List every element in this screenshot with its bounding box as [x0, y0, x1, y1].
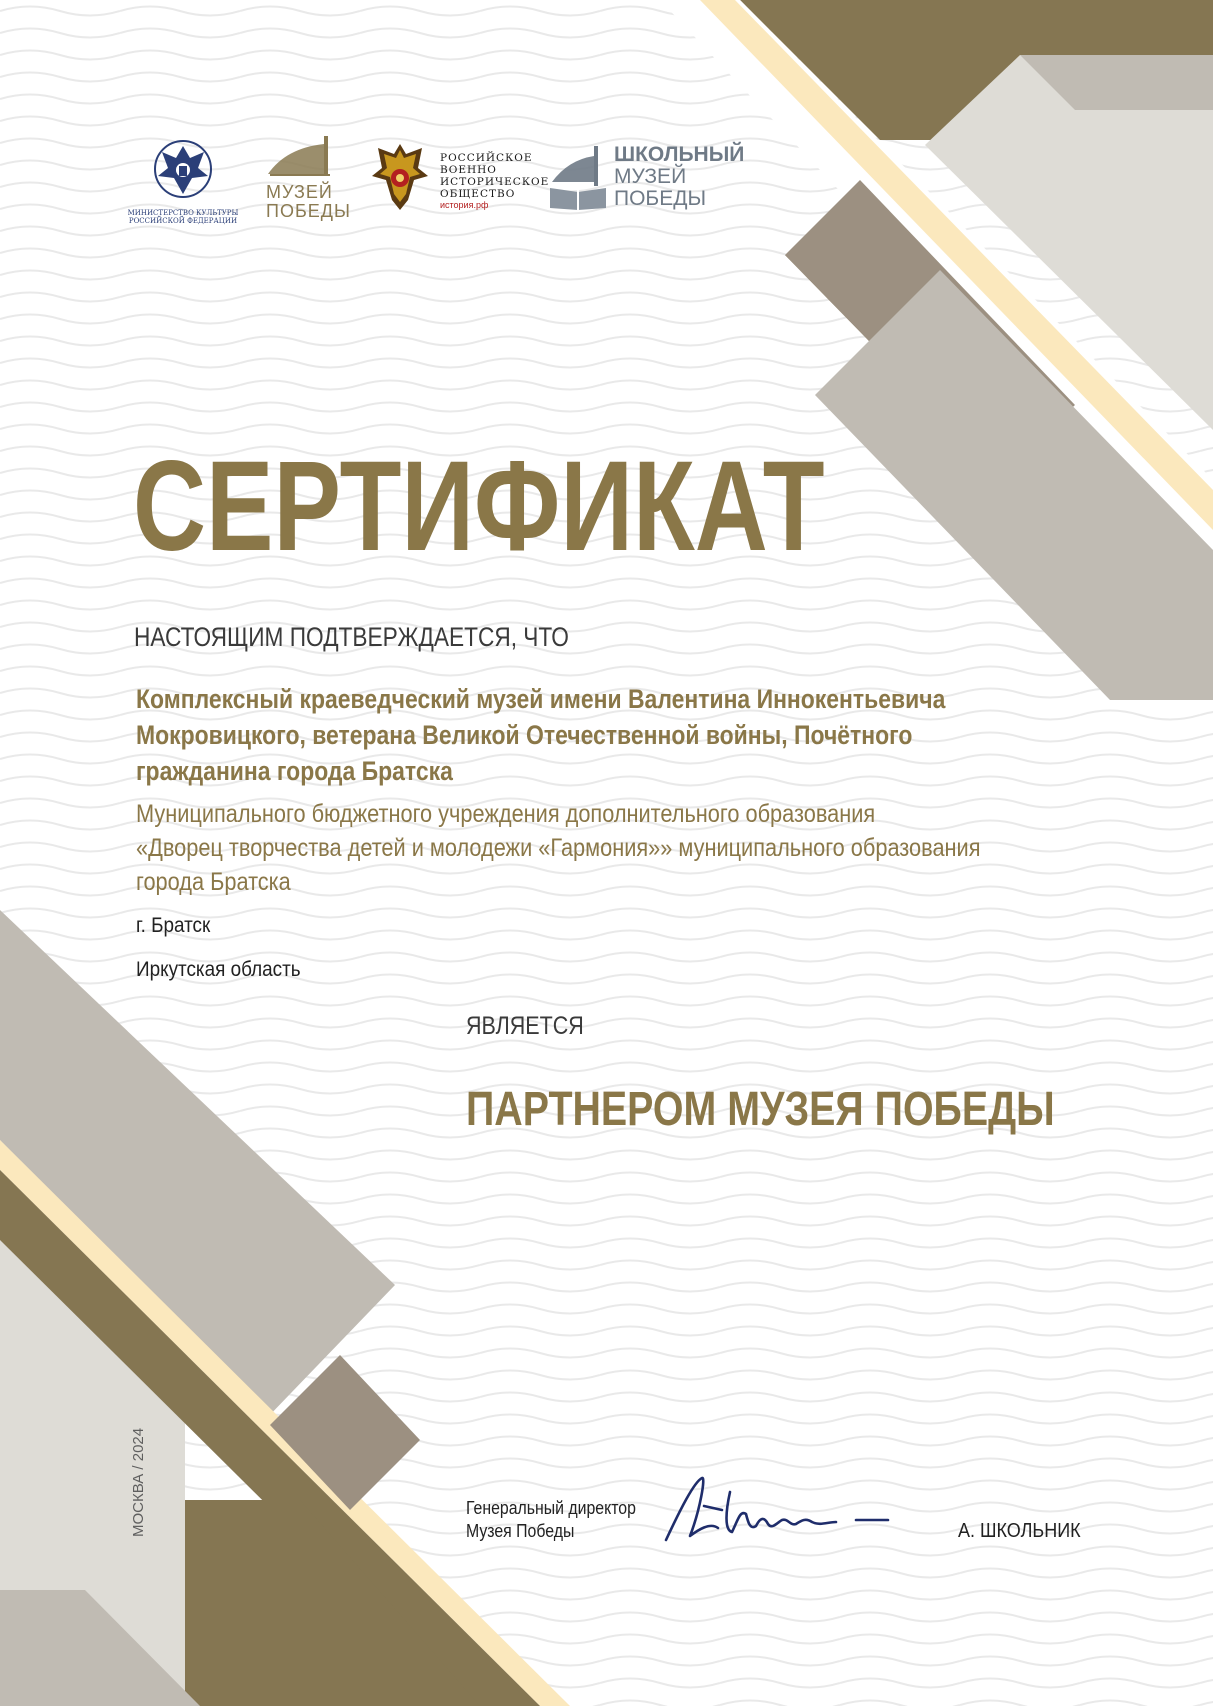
museum-logo-line-1: МУЗЕЙ [266, 182, 333, 202]
rvio-line-4: ОБЩЕСТВО [440, 188, 516, 200]
city: г. Братск [136, 914, 211, 937]
certificate-title: СЕРТИФИКАТ [133, 435, 825, 578]
ministry-caption-line-2: РОССИЙСКОЙ ФЕДЕРАЦИИ [128, 217, 238, 225]
confirm-text: НАСТОЯЩИМ ПОДТВЕРЖДАЕТСЯ, ЧТО [134, 622, 569, 652]
double-eagle-emblem-icon [124, 134, 242, 204]
ministry-caption-line-1: МИНИСТЕРСТВО КУЛЬТУРЫ [127, 209, 239, 217]
institution-line-2: «Дворец творчества детей и молодежи «Гармония»» муниципального образования [136, 834, 981, 862]
director-title-line-1: Генеральный директор [466, 1498, 636, 1518]
museum-name-line-2: Мокровицкого, ветерана Великой Отечественной войны, Почётного [136, 720, 913, 750]
institution-name [136, 797, 1107, 899]
institution-line-3: города Братска [136, 868, 291, 896]
logo-ministry-of-culture [124, 134, 242, 225]
rvio-site: история.рф [440, 200, 489, 210]
school-museum-book-icon [548, 144, 610, 210]
director-title [466, 1497, 636, 1543]
director-signature [660, 1470, 910, 1550]
institution-line-1: Муниципального бюджетного учреждения дополнительного образования [136, 800, 876, 828]
school-logo-line-1: ШКОЛЬНЫЙ [614, 143, 745, 166]
director-title-line-2: Музея Победы [466, 1521, 575, 1541]
is-label: ЯВЛЯЕТСЯ [466, 1012, 584, 1040]
partner-status: ПАРТНЕРОМ МУЗЕЯ ПОБЕДЫ [466, 1083, 1055, 1136]
rvio-line-3: ИСТОРИЧЕСКОЕ [440, 176, 550, 188]
museum-name-line-3: гражданина города Братска [136, 756, 453, 786]
museum-building-icon [266, 134, 336, 178]
school-logo-line-2: МУЗЕЙ [614, 165, 687, 188]
logo-school-museum [548, 143, 745, 214]
logo-rvio [368, 140, 550, 220]
school-logo-line-3: ПОБЕДЫ [614, 187, 707, 210]
museum-name [136, 681, 1088, 789]
logo-museum-of-victory [266, 134, 351, 221]
place-year: МОСКВА / 2024 [130, 1427, 147, 1537]
rvio-eagle-icon [368, 140, 432, 220]
rvio-line-2: ВОЕННО [440, 164, 497, 176]
director-name: А. ШКОЛЬНИК [958, 1520, 1081, 1542]
region: Иркутская область [136, 958, 301, 981]
museum-name-line-1: Комплексный краеведческий музей имени Валентина Иннокентьевича [136, 684, 946, 714]
rvio-line-1: РОССИЙСКОЕ [440, 152, 533, 164]
museum-logo-line-2: ПОБЕДЫ [266, 201, 351, 221]
